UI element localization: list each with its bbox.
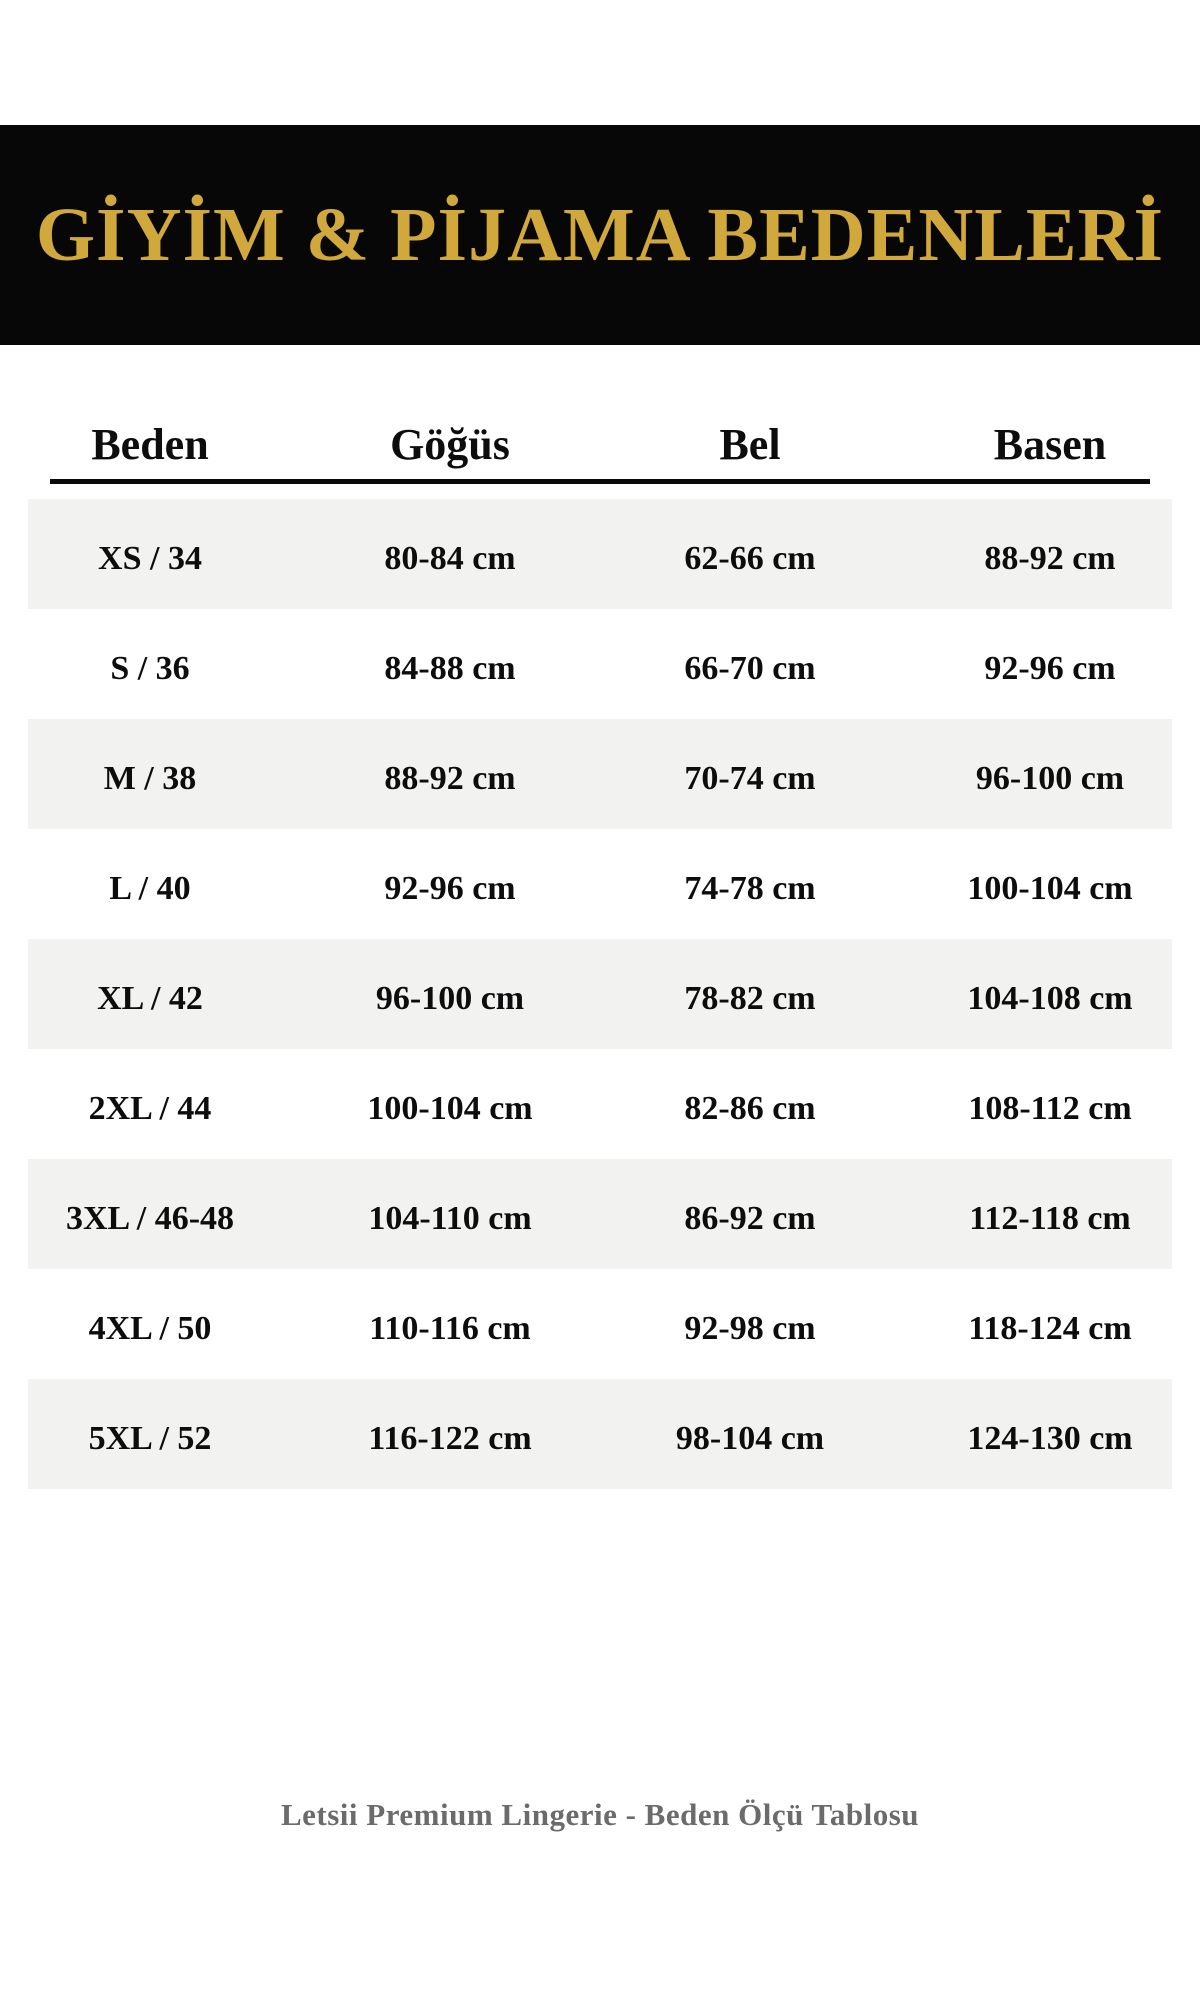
waist-cell: 82-86 cm [684,1090,816,1127]
waist-cell: 98-104 cm [675,1420,825,1457]
chest-cell: 92-96 cm [384,870,516,907]
chest-cell: 80-84 cm [384,540,516,577]
hips-cell: 108-112 cm [968,1090,1132,1127]
waist-cell: 92-98 cm [684,1310,816,1347]
size-cell: XL / 42 [97,980,203,1017]
chest-cell: 116-122 cm [368,1420,532,1457]
table-row [0,939,1200,1049]
column-header-basen: Basen [993,420,1107,469]
waist-cell: 62-66 cm [684,540,816,577]
title-band [0,125,1200,345]
size-cell: L / 40 [109,870,191,907]
table-row [0,1049,1200,1159]
header-divider [50,479,1150,484]
column-header-bel: Bel [719,420,781,469]
footer-caption: Letsii Premium Lingerie - Beden Ölçü Tablosu [280,1797,920,1832]
page-title: GİYİM & PİJAMA BEDENLERİ [35,193,1165,277]
hips-cell: 104-108 cm [967,980,1133,1017]
hips-cell: 124-130 cm [967,1420,1133,1457]
size-cell: 5XL / 52 [88,1420,212,1457]
table-row [0,609,1200,719]
hips-cell: 88-92 cm [984,540,1116,577]
hips-cell: 96-100 cm [975,760,1125,797]
chest-cell: 104-110 cm [368,1200,532,1237]
table-row [0,1379,1200,1489]
size-cell: 3XL / 46-48 [65,1200,235,1237]
chest-cell: 96-100 cm [375,980,525,1017]
size-cell: XS / 34 [98,540,202,577]
chest-cell: 84-88 cm [384,650,516,687]
size-cell: S / 36 [110,650,190,687]
table-row [0,829,1200,939]
size-cell: 4XL / 50 [88,1310,212,1347]
chest-cell: 100-104 cm [367,1090,533,1127]
size-cell: M / 38 [103,760,197,797]
column-header-gogus: Göğüs [390,420,510,469]
table-header-row [0,345,1200,467]
waist-cell: 78-82 cm [684,980,816,1017]
table-row [0,1159,1200,1269]
column-header-beden: Beden [91,420,209,469]
table-row [0,1269,1200,1379]
table-body [0,499,1200,1489]
hips-cell: 100-104 cm [967,870,1133,907]
table-row [0,499,1200,609]
chest-cell: 88-92 cm [384,760,516,797]
chest-cell: 110-116 cm [369,1310,531,1347]
table-row [0,719,1200,829]
hips-cell: 112-118 cm [969,1200,1131,1237]
waist-cell: 66-70 cm [684,650,816,687]
hips-cell: 118-124 cm [968,1310,1132,1347]
size-cell: 2XL / 44 [88,1090,212,1127]
size-table [0,345,1200,1489]
waist-cell: 70-74 cm [684,760,816,797]
waist-cell: 74-78 cm [684,870,816,907]
hips-cell: 92-96 cm [984,650,1116,687]
waist-cell: 86-92 cm [684,1200,816,1237]
